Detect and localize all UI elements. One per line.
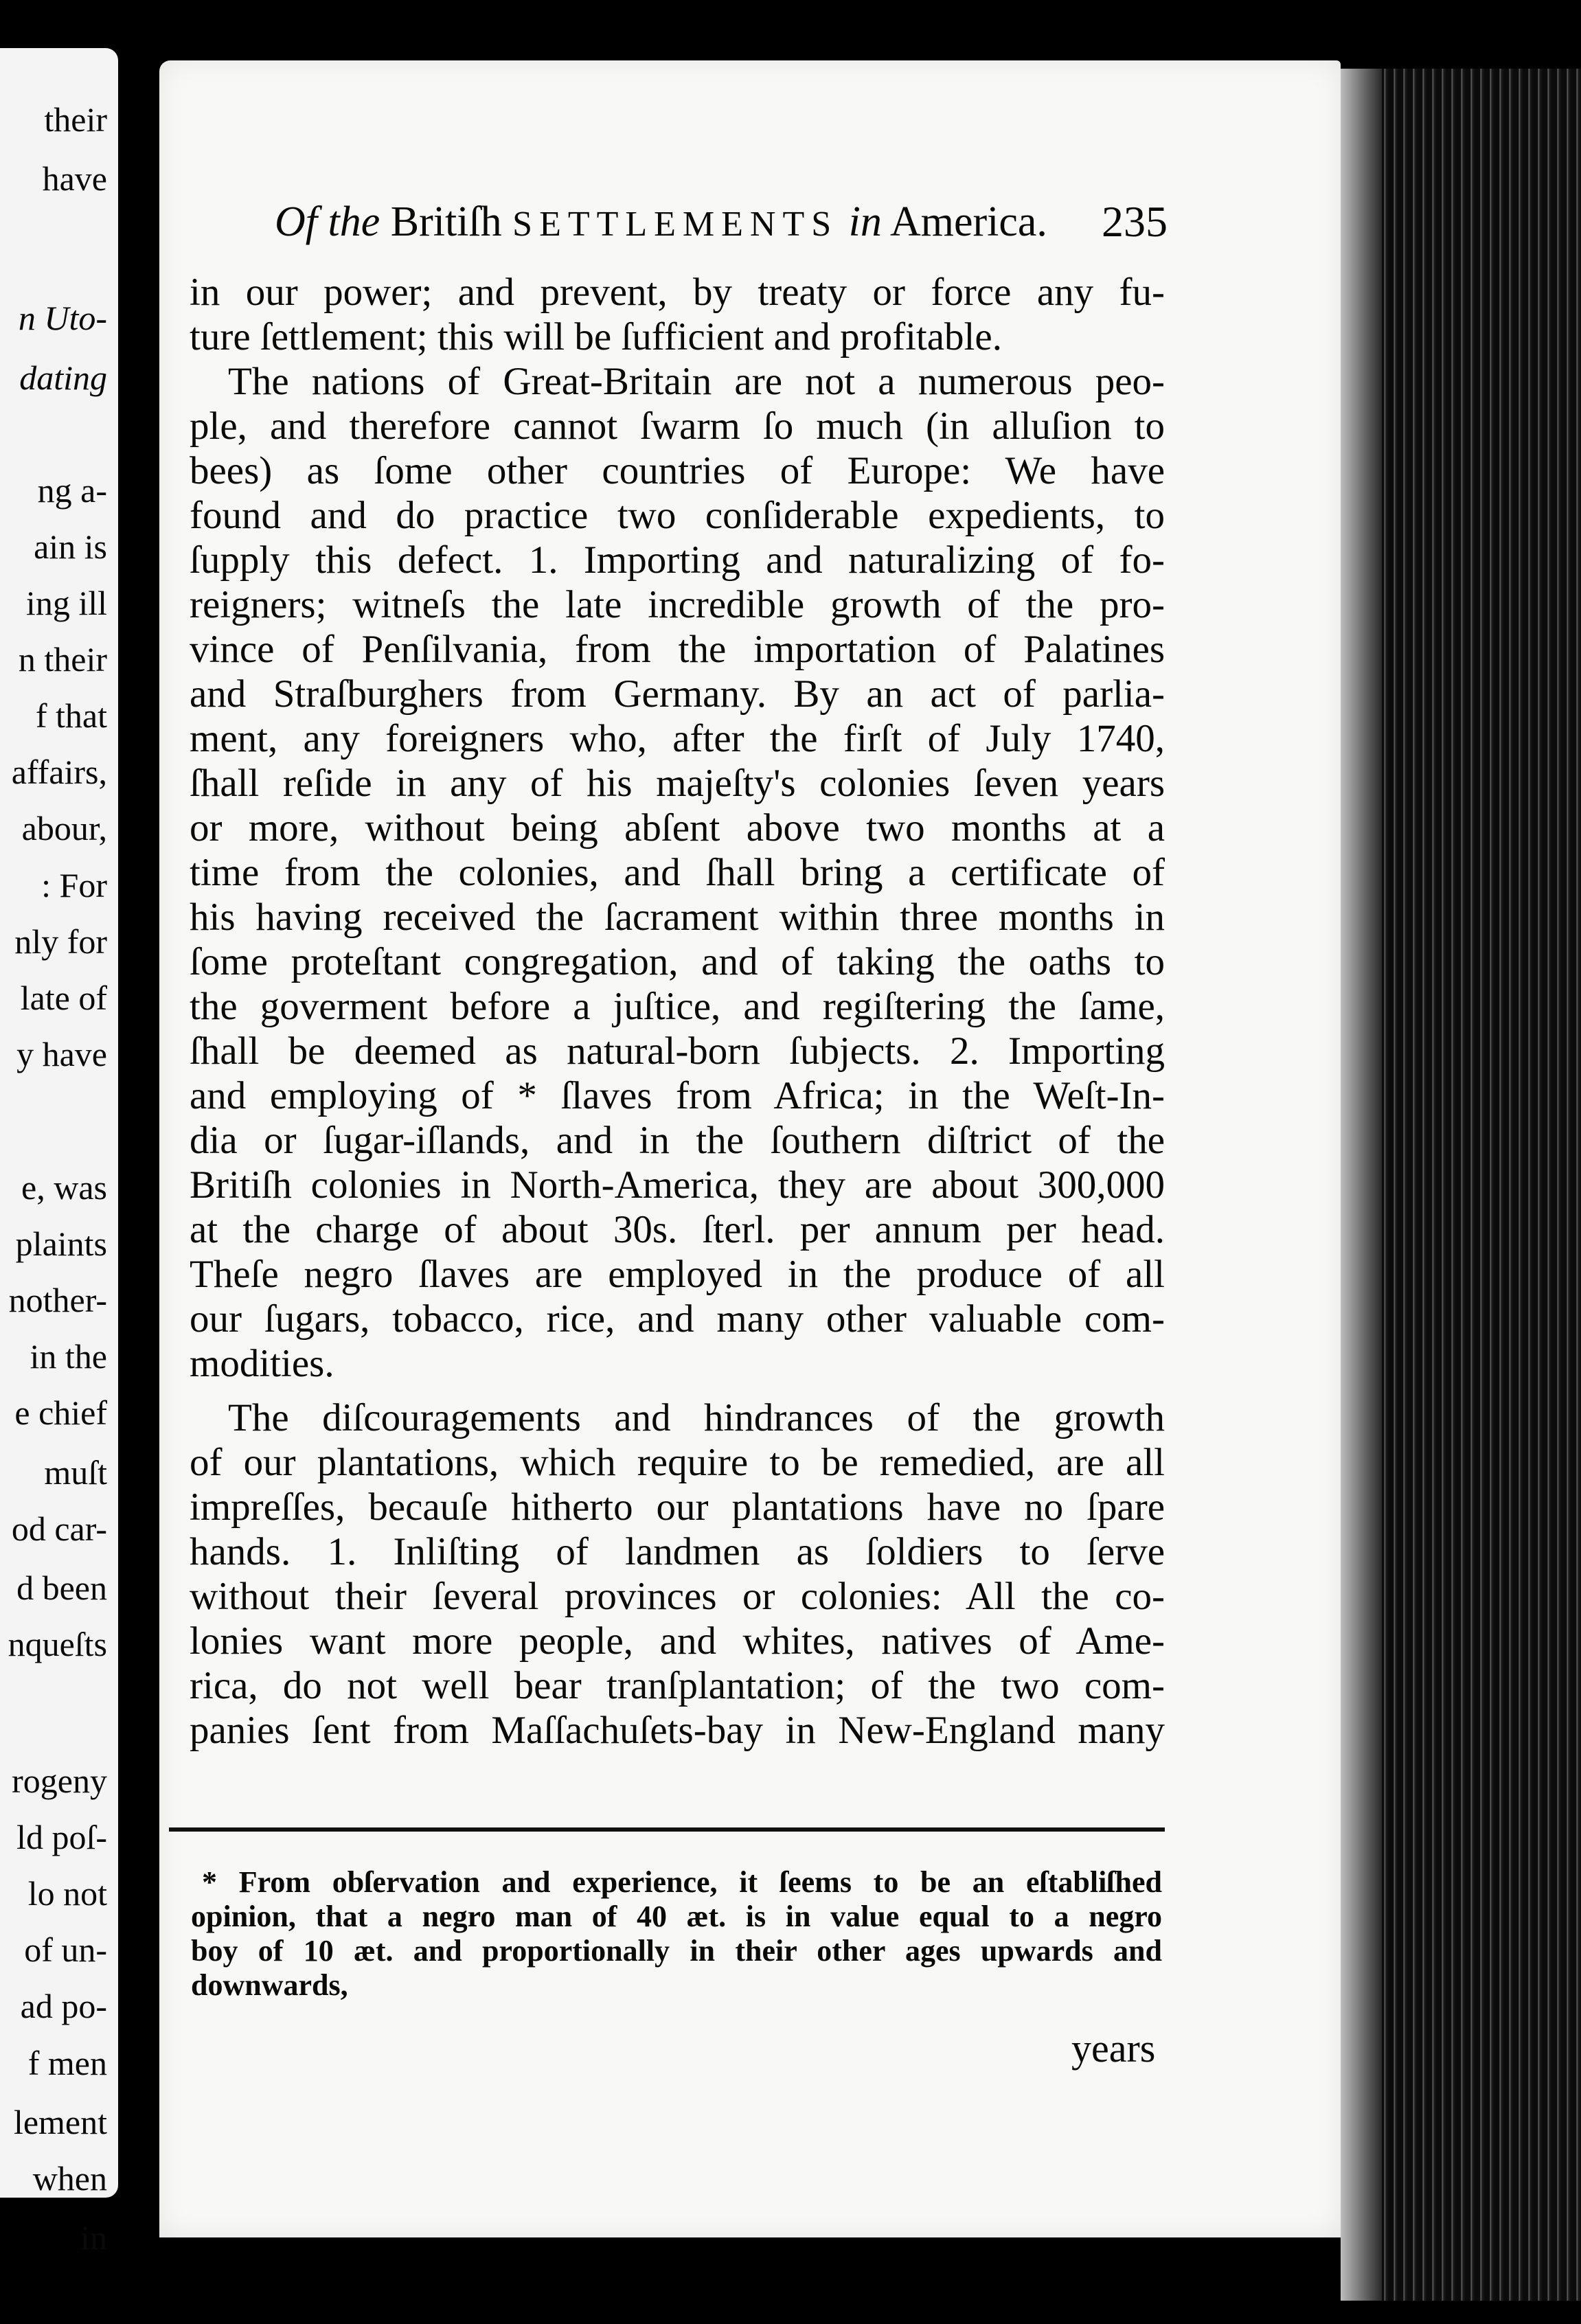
facing-page-line: when [32, 2159, 107, 2198]
text-line: The nations of Great-Britain are not a numerous peo- [228, 360, 1165, 403]
facing-page-line: n their [18, 640, 107, 679]
catchword: years [1071, 2026, 1156, 2071]
text-line: or more, without being abſent above two months at a [190, 806, 1165, 850]
page-edges [1341, 69, 1581, 2301]
footnote-line: boy of 10 æt. and proportionally in their other ages upwards and [191, 1934, 1162, 1968]
text-line: ture ſettlement; this will be ſufficient and profitable. [190, 315, 1002, 358]
text-line: ſome proteſtant congregation, and of taking the oaths to [190, 940, 1165, 983]
facing-page-line: affairs, [11, 753, 107, 792]
facing-page-line: ing ill [25, 584, 107, 623]
facing-page-line: f that [35, 696, 107, 736]
footnote-rule [169, 1827, 1165, 1832]
text-line: his having received the ſacrament within three months in [190, 896, 1165, 939]
facing-page-line: muſt [44, 1452, 107, 1492]
facing-page-line: rogeny [12, 1762, 107, 1801]
facing-page-line: plaints [15, 1224, 107, 1264]
text-line: modities. [190, 1342, 334, 1385]
facing-page-line: : For [41, 865, 107, 904]
text-line: Britiſh colonies in North-America, they are about 300,000 [190, 1163, 1165, 1207]
header-british: Britiſh [390, 198, 502, 245]
text-line: bees) as ſome other countries of Europe: We have [190, 449, 1165, 492]
facing-page-line: f men [27, 2043, 107, 2082]
text-line: Theſe negro ſlaves are employed in the produce of all [190, 1253, 1165, 1296]
facing-page-line: ad po- [20, 1987, 107, 2026]
facing-page-line: d been [16, 1569, 107, 1608]
facing-page-line: their [44, 100, 107, 139]
header-america: America. [889, 198, 1047, 245]
facing-page-line: e, was [21, 1168, 107, 1207]
facing-page-line: ain is [34, 527, 107, 567]
header-settlements: SETTLEMENTS [512, 205, 839, 244]
facing-page-line: nother- [8, 1281, 107, 1320]
footnote-line: opinion, that a negro man of 40 æt. is in value equal to a negro [191, 1900, 1162, 1933]
facing-page-line: y have [16, 1034, 107, 1073]
text-line: hands. 1. Inliſting of landmen as ſoldiers to ſerve [190, 1530, 1165, 1573]
text-line: without their ſeveral provinces or colonies: All the co- [190, 1575, 1165, 1618]
facing-page-line: of un- [24, 1930, 107, 1970]
text-line: impreſſes, becauſe hitherto our plantations have no ſpare [190, 1485, 1165, 1529]
facing-page-line: nly for [14, 922, 107, 961]
facing-page-line: lo not [27, 1874, 107, 1913]
facing-page-line: in the [30, 1337, 107, 1376]
header-in: in [848, 198, 882, 245]
text-line: ment, any foreigners who, after the firſt of July 1740, [190, 717, 1165, 760]
text-line: vince of Penſilvania, from the importation of Palatines [190, 628, 1165, 671]
text-line: time from the colonies, and ſhall bring a certificate of [190, 851, 1165, 894]
text-line: found and do practice two conſiderable expedients, to [190, 494, 1165, 537]
facing-page-line: e chief [14, 1393, 107, 1433]
text-line: reigners; witneſs the late incredible growth of the pro- [190, 583, 1165, 626]
text-line: ſupply this defect. 1. Importing and naturalizing of fo- [190, 538, 1165, 582]
header-of-the: Of the [275, 198, 380, 245]
text-line: in our power; and prevent, by treaty or force any fu- [190, 271, 1165, 314]
footnote-line: downwards, [191, 1968, 348, 2002]
facing-page-line: n Uto- [18, 299, 107, 338]
text-line: our ſugars, tobacco, rice, and many other valuable com- [190, 1297, 1165, 1341]
text-line: rica, do not well bear tranſplantation; of the two com- [190, 1664, 1165, 1707]
text-line: of our plantations, which require to be remedied, are all [190, 1441, 1165, 1484]
text-line: ſhall be deemed as natural-born ſubjects. 2. Importing [190, 1029, 1165, 1073]
facing-page-line: abour, [21, 809, 107, 848]
facing-page-line: ng a- [37, 470, 107, 510]
footnote [191, 1865, 1162, 2003]
running-header [275, 194, 1209, 249]
text-line: The diſcouragements and hindrances of the growth [228, 1396, 1165, 1439]
text-line: ple, and therefore cannot ſwarm ſo much (in alluſion to [190, 405, 1165, 448]
facing-page-line: in [80, 2218, 107, 2257]
facing-page-line: od car- [11, 1509, 107, 1548]
text-line: lonies want more people, and whites, natives of Ame- [190, 1619, 1165, 1663]
facing-page-line: late of [20, 978, 107, 1017]
facing-page-line: dating [19, 358, 107, 397]
page-number: 235 [1102, 197, 1168, 246]
facing-page-line: have [42, 159, 107, 198]
text-line: and employing of * ſlaves from Africa; in the Weſt-In- [190, 1074, 1165, 1117]
facing-page-fragment [0, 48, 118, 2257]
text-line: and Straſburghers from Germany. By an act of parlia- [190, 672, 1165, 716]
text-line: at the charge of about 30s. ſterl. per annum per head. [190, 1208, 1165, 1251]
facing-page-line: ld poſ- [16, 1818, 107, 1857]
facing-page-line: lement [13, 2102, 107, 2141]
facing-page-line: nqueſts [8, 1625, 107, 1664]
footnote-line: * From obſervation and experience, it ſeems to be an eſtabliſhed [202, 1865, 1162, 1899]
text-line: ſhall reſide in any of his majeſty's colonies ſeven years [190, 762, 1165, 805]
text-line: dia or ſugar-iſlands, and in the ſouthern diſtrict of the [190, 1119, 1165, 1162]
text-line: panies ſent from Maſſachuſets-bay in New-England many [190, 1709, 1165, 1752]
text-line: the goverment before a juſtice, and regiſtering the ſame, [190, 985, 1165, 1028]
body-text [190, 270, 1165, 1753]
